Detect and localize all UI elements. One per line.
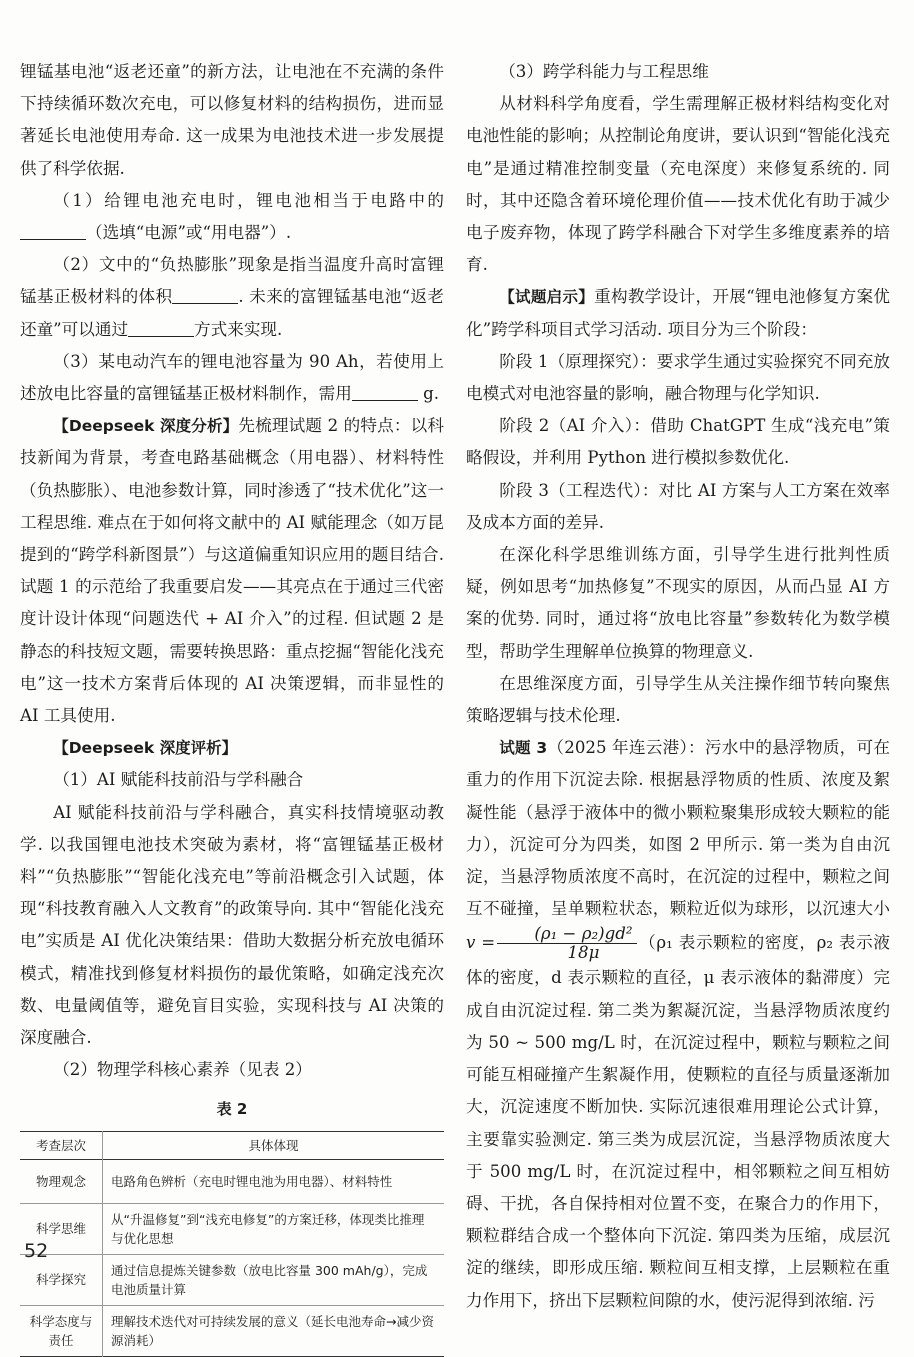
thinking-depth-paragraph: 在思维深度方面，引导学生从关注操作细节转向聚焦策略逻辑与技术伦理.: [466, 673, 890, 726]
stage-3: 阶段 3（工程迭代）：对比 AI 方案与人工方案在效率及成本方面的差异.: [466, 480, 890, 532]
table-cell: 通过信息提炼关键参数（放电比容量 300 mAh/g），完成电池质量计算: [111, 1262, 428, 1297]
question-2: （2）文中的“负热膨胀”现象是指当温度升高时富锂锰基正极材料的体积 . 未来的富锂锰基电池“返老还童”可以通过 方式来实现.: [20, 255, 444, 339]
table-cell: 科学思维: [20, 1203, 103, 1254]
stage-1: 阶段 1（原理探究）：要求学生通过实验探究不同充放电模式对电池容量的影响，融合物理与化学知识.: [466, 351, 890, 404]
table-header: 考查层次: [20, 1131, 103, 1159]
table-cell: 物理观念: [20, 1159, 103, 1203]
exam-insight: 【试题启示】重构教学设计，开展“锂电池修复方案优化”跨学科项目式学习活动. 项目分为三个阶段：: [466, 287, 890, 339]
table-cell: 科学态度与责任: [20, 1305, 103, 1356]
stokes-formula: v = $\frac{\text{(ρ₁ − ρ₂)gd²}}{18\mu}$: [466, 933, 639, 952]
question-1: （1）给锂电池充电时，锂电池相当于电路中的（选填“电源”或“用电器”）.: [20, 185, 444, 249]
table-cell: 从“升温修复”到“浅充电修复”的方案迁移，体现类比推理与优化思想: [111, 1211, 425, 1246]
left-column: [20, 56, 444, 1357]
right-column: [466, 56, 890, 1317]
table-row: [20, 1203, 444, 1254]
table-cell: 科学探究: [20, 1254, 103, 1305]
answer-blank: [128, 318, 194, 337]
subsection-1-text: AI 赋能科技前沿与学科融合，真实科技情境驱动教学. 以我国锂电池技术突破为素材，将“富锂锰基正极材料”“负热膨胀”“智能化浅充电”等前沿概念引入试题，体现“科技教育融入人文教育”的政策导向. 其中“智能化浅充电”实质是 AI 优化决策结果：借助大数据分析充放电循环模式，精准找到修复材料损伤的最优策略，如确定浅充次数、电量阈值等，避免盲目实验，实现科技与 AI 决策的深度融合.: [20, 802, 444, 1048]
question-label: 试题 3: [499, 739, 548, 758]
answer-blank: [352, 382, 418, 401]
stage-2: 阶段 2（AI 介入）：借助 ChatGPT 生成“浅充电”策略假设，并利用 Python 进行模拟参数优化.: [466, 416, 890, 468]
table-row: [20, 1159, 444, 1203]
deepen-thinking-paragraph: 在深化科学思维训练方面，引导学生进行批判性质疑，例如思考“加热修复”不现实的原因，从而凸显 AI 方案的优势. 同时，通过将“放电比容量”参数转化为数学模型，帮助学生理解单位换算的物理意义.: [466, 545, 890, 661]
table-cell: 电路角色辨析（充电时锂电池为用电器）、材料特性: [111, 1173, 393, 1189]
table-cell: 理解技术迭代对可持续发展的意义（延长电池寿命→减少资源消耗）: [111, 1313, 434, 1348]
table-header: 具体体现: [248, 1137, 299, 1153]
table-row: [20, 1305, 444, 1356]
answer-blank: [172, 285, 238, 304]
answer-blank: [20, 221, 86, 240]
deepseek-analysis: 【Deepseek 深度分析】先梳理试题 2 的特点：以科技新闻为背景，考查电路基础概念（用电器）、材料特性（负热膨胀）、电池参数计算，同时渗透了“技术优化”这一工程思维. 难点在于如何将文献中的 AI 赋能理念（如万昆提到的“跨学科新图景”）与这道偏重知识应用的题目结合. 试题 1 的示范给了我重要启发——其亮点在于通过三代密度计设计体现“问题迭代 + AI 介入”的过程. 但试题 2 是静态的科技短文题，需要转换思路：重点挖掘“智能化浅充电”这一技术方案背后体现的 AI 决策逻辑，而非显性的 AI 工具使用.: [20, 416, 444, 726]
intro-paragraph: 锂锰基电池“返老还童”的新方法，让电池在不充满的条件下持续循环数次充电，可以修复材料的结构损伤，进而显著延长电池使用寿命. 这一成果为电池技术进一步发展提供了科学依据.: [20, 62, 444, 178]
literacy-table: [20, 1131, 444, 1357]
section-label: 【试题启示】: [499, 288, 595, 307]
table-header-row: [20, 1131, 444, 1159]
subheading-2: （2）物理学科核心素养（见表 2）: [53, 1060, 312, 1080]
question-3: （3）某电动汽车的锂电池容量为 90 Ah，若使用上述放电比容量的富锂锰基正极材料制作，需用 g.: [20, 351, 444, 404]
subheading-1: （1）AI 赋能科技前沿与学科融合: [53, 770, 304, 790]
question-3-text: 试题 3（2025 年连云港）：污水中的悬浮物质，可在重力的作用下沉淀去除. 根据悬浮物质的性质、浓度及絮凝性能（悬浮于液体中的微小颗粒聚集形成较大颗粒的能力），沉淀可分为四类，如图 2 甲所示. 第一类为自由沉淀，当悬浮物质浓度不高时，在沉淀的过程中，颗粒之间互不碰撞，呈单颗粒状态，颗粒近似为球形，以沉速大小v = $\frac{\text{(ρ₁ − ρ₂)gd²}}{18\mu}$ （ρ₁ 表示颗粒的密度，ρ₂ 表示液体的密度，d 表示颗粒的直径，μ 表示液体的黏滞度）完成自由沉淀过程. 第二类为絮凝沉淀，当悬浮物质浓度约为 50 ~ 500 mg/L 时，在沉淀过程中，颗粒与颗粒之间可能互相碰撞产生絮凝作用，使颗粒的直径与质量逐渐加大，沉淀速度不断加快. 实际沉速很难用理论公式计算，主要靠实验测定. 第三类为成层沉淀，当悬浮物质浓度大于 500 mg/L 时，在沉淀过程中，相邻颗粒之间互相妨碍、干扰，各自保持相对位置不变，在聚合力的作用下，颗粒群结合成一个整体向下沉淀. 第四类为压缩，成层沉淀的继续，即形成压缩. 颗粒间互相支撑，上层颗粒在重力作用下，挤出下层颗粒间隙的水，使污泥得到浓缩. 污: [466, 738, 890, 1310]
subheading-3: （3）跨学科能力与工程思维: [499, 62, 709, 81]
table-title: 表 2: [216, 1099, 248, 1118]
deepseek-review-label: 【Deepseek 深度评析】: [53, 739, 238, 758]
page-number: 52: [24, 1240, 49, 1262]
section-label: 【Deepseek 深度分析】: [53, 417, 239, 436]
subsection-3-text: 从材料科学角度看，学生需理解正极材料结构变化对电池性能的影响；从控制论角度讲，要认识到“智能化浅充电”是通过精准控制变量（充电深度）来修复系统的. 同时，其中还隐含着环境伦理价值——技术优化有助于减少电子废弃物，体现了跨学科融合下对学生多维度素养的培育.: [466, 94, 890, 275]
